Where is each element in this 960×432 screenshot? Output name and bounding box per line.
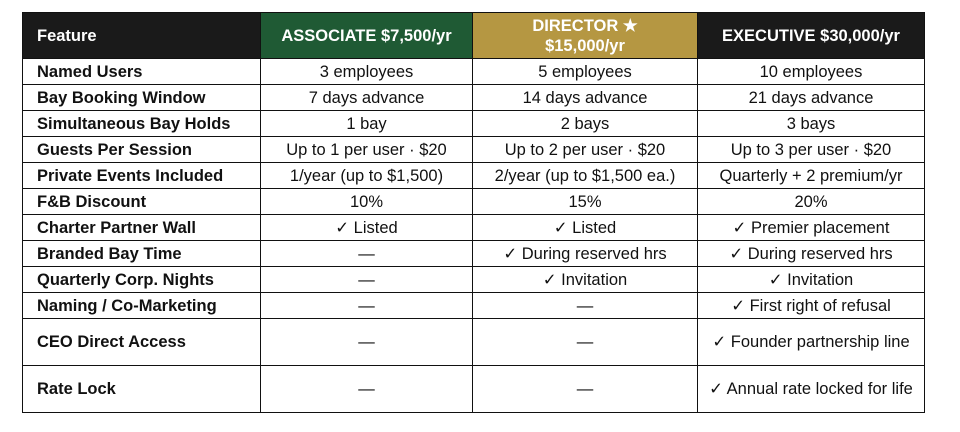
table-row [23,366,925,413]
table-row [23,319,925,366]
header-executive: EXECUTIVE $30,000/yr [698,13,925,59]
executive-cell: 10 employees [698,59,925,85]
table-row [23,267,925,293]
executive-cell: ✓ During reserved hrs [698,241,925,267]
feature-cell: Quarterly Corp. Nights [23,267,261,293]
director-cell: 5 employees [473,59,698,85]
director-cell: — [473,366,698,413]
executive-cell: 20% [698,189,925,215]
associate-cell: 1/year (up to $1,500) [261,163,473,189]
director-cell: — [473,293,698,319]
executive-cell: 3 bays [698,111,925,137]
feature-cell: Naming / Co-Marketing [23,293,261,319]
associate-cell: — [261,267,473,293]
feature-cell: Guests Per Session [23,137,261,163]
executive-cell: ✓ Premier placement [698,215,925,241]
executive-cell: ✓ Founder partnership line [698,319,925,366]
table-row [23,215,925,241]
director-cell: 15% [473,189,698,215]
executive-cell: Quarterly + 2 premium/yr [698,163,925,189]
feature-cell: Charter Partner Wall [23,215,261,241]
feature-cell: F&B Discount [23,189,261,215]
table-row [23,111,925,137]
associate-cell: — [261,293,473,319]
table-row [23,137,925,163]
feature-cell: Rate Lock [23,366,261,413]
executive-cell: Up to 3 per user · $20 [698,137,925,163]
feature-cell: Simultaneous Bay Holds [23,111,261,137]
table-row [23,189,925,215]
director-cell: Up to 2 per user · $20 [473,137,698,163]
associate-cell: — [261,366,473,413]
associate-cell: 3 employees [261,59,473,85]
header-director-line1: DIRECTOR ★ [532,16,638,35]
table-row [23,293,925,319]
tier-comparison-table [22,12,925,413]
associate-cell: — [261,241,473,267]
header-feature: Feature [23,13,261,59]
director-cell: 14 days advance [473,85,698,111]
header-director [473,13,698,59]
executive-cell: ✓ Invitation [698,267,925,293]
director-cell: — [473,319,698,366]
director-cell: ✓ During reserved hrs [473,241,698,267]
executive-cell: 21 days advance [698,85,925,111]
associate-cell: Up to 1 per user · $20 [261,137,473,163]
associate-cell: 7 days advance [261,85,473,111]
feature-cell: Private Events Included [23,163,261,189]
header-director-line2: $15,000/yr [545,36,625,55]
associate-cell: 10% [261,189,473,215]
executive-cell: ✓ Annual rate locked for life [698,366,925,413]
associate-cell: — [261,319,473,366]
table-row [23,163,925,189]
table-row [23,85,925,111]
table-row [23,241,925,267]
feature-cell: Bay Booking Window [23,85,261,111]
director-cell: 2/year (up to $1,500 ea.) [473,163,698,189]
director-cell: ✓ Listed [473,215,698,241]
header-row [23,13,925,59]
tier-comparison [22,12,924,413]
associate-cell: 1 bay [261,111,473,137]
feature-cell: Branded Bay Time [23,241,261,267]
table-row [23,59,925,85]
executive-cell: ✓ First right of refusal [698,293,925,319]
feature-cell: Named Users [23,59,261,85]
feature-cell: CEO Direct Access [23,319,261,366]
header-associate: ASSOCIATE $7,500/yr [261,13,473,59]
director-cell: ✓ Invitation [473,267,698,293]
director-cell: 2 bays [473,111,698,137]
associate-cell: ✓ Listed [261,215,473,241]
